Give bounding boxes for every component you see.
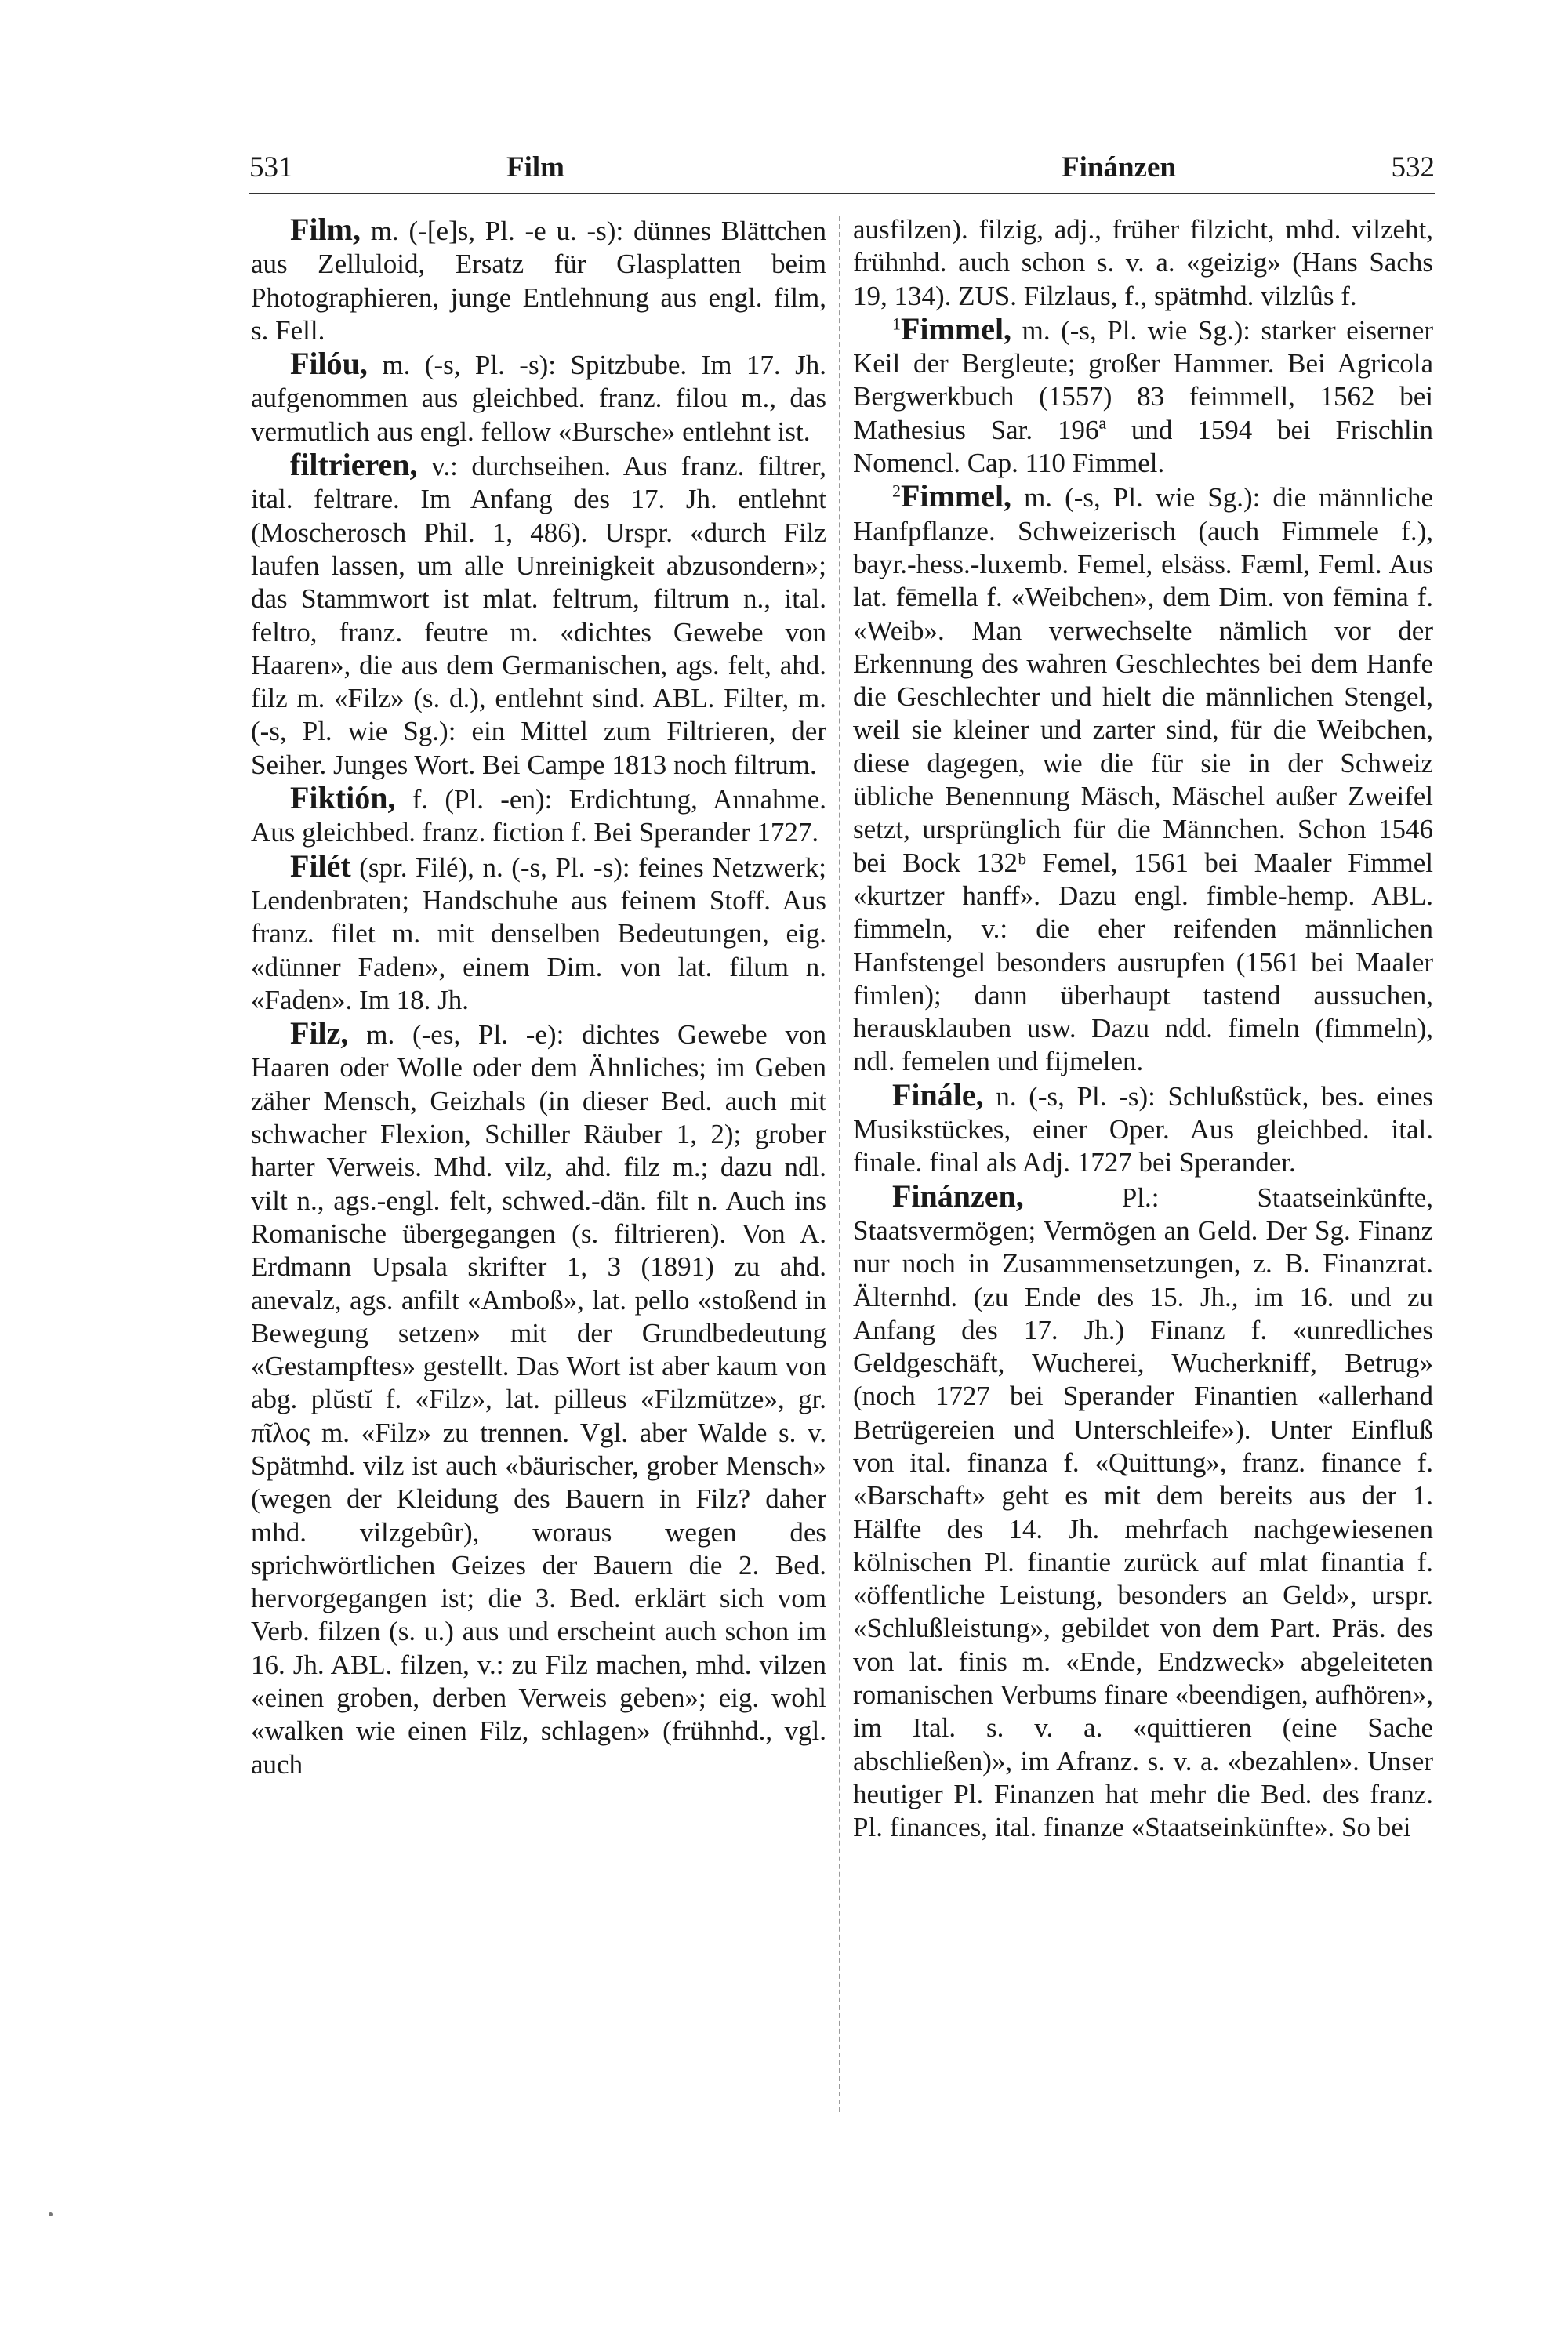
entry-filtrieren: [251, 448, 826, 782]
page-header: [249, 151, 1435, 190]
left-page-number: 531: [249, 151, 293, 183]
headword: Filét: [290, 848, 351, 884]
left-running-head: Film: [506, 151, 564, 183]
headword: filtrieren,: [290, 447, 418, 483]
entry-text: m. (-[e]s, Pl. -e u. -s): dünnes Blättchen aus Zelluloid, Ersatz für Glasplatten beim Photographieren, junge Entlehnung aus engl. film, s. Fell.: [251, 216, 826, 346]
right-column: [853, 213, 1433, 1845]
entry-finale: [853, 1076, 1433, 1180]
left-column: [251, 213, 826, 1781]
headword: Filz,: [290, 1015, 349, 1051]
entry-fiktion: [251, 782, 826, 850]
entry-text: (spr. Filé), n. (-s, Pl. -s): feines Netzwerk; Lendenbraten; Handschuhe aus feinem Stoff. Aus franz. filet m. mit denselben Bedeutungen, eig. «dünner Faden», einem Dim. von lat. filum n. «Faden». Im 18. Jh.: [251, 851, 826, 1015]
entry-text: Pl.: Staatseinkünfte, Staatsvermögen; Vermögen an Geld. Der Sg. Finanz nur noch in Zusammensetzungen, z. B. Finanzrat. Älternhd. (zu Ende des 15. Jh., im 16. und zu Anfang des 17. Jh.) Finanz f. «unredliches Geldgeschäft, Wucherei, Wucherkniff, Betrug» (noch 1727 bei Sperander Finantien «allerhand Betrügereien und Unterschleife»). Unter Einfluß von ital. finanza f. «Quittung», franz. finance f. «Barschaft» geht es mit dem bereits aus der 1. Hälfte des 14. Jh. mehrfach nachgewiesenen kölnischen Pl. finantie zurück auf mlat finantia f. «öffentliche Leistung, besonders an Geld», urspr. «Schlußleistung», gebildet von dem Part. Präs. des von lat. finis m. «Ende, Endzweck» abgeleiteten romanischen Verbums finare «beendigen, aufhören», im Ital. s. v. a. «quittieren (eine Sache abschließen)», im Afranz. s. v. a. «bezahlen». Unser heutiger Pl. Finanzen hat mehr die Bed. des franz. Pl. finances, ital. finanze «Staatseinkünfte». So bei: [853, 1181, 1433, 1843]
entry-text: v.: durchseihen. Aus franz. filtrer, ital. feltrare. Im Anfang des 17. Jh. entlehnt (Moscherosch Phil. 1, 486). Urspr. «durch Filz laufen lassen, um alle Unreinigkeit abzusondern»; das Stammwort ist mlat. feltrum, filtrum n., ital. feltro, franz. feutre m. «dichtes Gewebe von Haaren», die aus dem Germanischen, ags. felt, ahd. filz m. «Filz» (s. d.), entlehnt sind. ABL. Filter, m. (-s, Pl. wie Sg.): ein Mittel zum Filtrieren, der Seiher. Junges Wort. Bei Campe 1813 noch filtrum.: [251, 451, 826, 780]
headword: Finánzen,: [892, 1178, 1024, 1214]
headword: Fimmel,: [901, 310, 1012, 347]
right-running-head: Finánzen: [1062, 151, 1176, 183]
headword: Finále,: [892, 1076, 984, 1112]
column-divider: [839, 216, 840, 2112]
entry-text: m. (-s, Pl. wie Sg.): starker eiserner Keil der Bergleute; großer Hammer. Bei Agricola Bergwerkbuch (1557) 83 feimmell, 1562 bei Mathesius Sar. 196ª und 1594 bei Frischlin Nomencl. Cap. 110 Fimmel.: [853, 314, 1433, 479]
entry-film: [251, 213, 826, 347]
entry-filet: [251, 850, 826, 1017]
entry-filou: [251, 347, 826, 448]
entry-fimmel-2: [853, 480, 1433, 1078]
entry-text: m. (-s, Pl. -s): Spitzbube. Im 17. Jh. aufgenommen aus gleichbed. franz. filou m., das vermutlich aus engl. fellow «Bursche» entlehnt ist.: [251, 350, 826, 447]
homograph-number: 1: [892, 314, 901, 334]
entry-text: m. (-s, Pl. wie Sg.): die männliche Hanfpflanze. Schweizerisch (auch Fimmele f.), bayr.-hess.-luxemb. Femel, elsäss. Fæml, Feml. Aus lat. fēmella f. «Weibchen», dem Dim. von fēmina f. «Weib». Man verwechselte nämlich vor der Erkennung des wahren Geschlechtes bei dem Hanfe die Geschlechter und hielt die männlichen Stengel, weil sie kleiner und zarter sind, für die Weibchen, diese dagegen, wie die für sie in der Schweiz übliche Benennung Mäsch, Mäschel außer Zweifel setzt, ursprünglich für die Männchen. Schon 1546 bei Bock 132ᵇ Femel, 1561 bei Maaler Fimmel «kurtzer hanff». Dazu engl. fimble-hemp. ABL. fimmeln, v.: die eher reifenden männlichen Hanfstengel besonders ausrupfen (1561 bei Maaler fimlen); dann überhaupt tastend aussuchen, herausklauben usw. Dazu ndd. fimeln (fimmeln), ndl. femelen und fijmelen.: [853, 482, 1433, 1077]
entry-filz-continued: [853, 213, 1433, 313]
headword: Fiktión,: [290, 780, 396, 816]
header-rule: [249, 193, 1435, 194]
entry-text: ausfilzen). filzig, adj., früher filzicht, mhd. vilzeht, frühnhd. auch schon s. v. a. «geizig» (Hans Sachs 19, 134). ZUS. Filzlaus, f., spätmhd. vilzlûs f.: [853, 214, 1433, 311]
entry-text: n. (-s, Pl. -s): Schlußstück, bes. eines Musikstückes, einer Oper. Aus gleichbed. ital. finale. final als Adj. 1727 bei Sperander.: [853, 1080, 1433, 1178]
entry-filz: [251, 1017, 826, 1781]
entry-finanzen: [853, 1180, 1433, 1845]
headword: Fimmel,: [901, 478, 1012, 514]
entry-text: f. (Pl. -en): Erdichtung, Annahme. Aus gleichbed. franz. fiction f. Bei Sperander 1727.: [251, 784, 826, 848]
headword: Film,: [290, 212, 361, 247]
right-page-number: 532: [1391, 151, 1435, 183]
entry-text: m. (-es, Pl. -e): dichtes Gewebe von Haaren oder Wolle oder dem Ähnliches; im Geben zäher Mensch, Geizhals (in dieser Bed. auch mit schwacher Flexion, Schiller Räuber 1, 2); grober harter Verweis. Mhd. vilz, ahd. filz m.; dazu ndl. vilt n., ags.-engl. felt, schwed.-dän. filt n. Auch ins Romanische übergegangen (s. filtrieren). Von A. Erdmann Upsala skrifter 1, 3 (1891) zu ahd. anevalz, ags. anfilt «Amboß», lat. pello «stoßend in Bewegung setzen» mit der Grundbedeutung «Gestampftes» gestellt. Das Wort ist aber kaum von abg. plŭstĭ f. «Filz», lat. pilleus «Filzmütze», gr. πῖλος m. «Filz» zu trennen. Vgl. aber Walde s. v. Spätmhd. vilz ist auch «bäurischer, grober Mensch» (wegen der Kleidung des Bauern in Filz? daher mhd. vilzgebûr), woraus wegen des sprichwörtlichen Geizes der Bauern die 2. Bed. hervorgegangen ist; die 3. Bed. erklärt sich vom Verb. filzen (s. u.) aus und erscheint auch schon im 16. Jh. ABL. filzen, v.: zu Filz machen, mhd. vilzen «einen groben, derben Verweis geben»; eig. wohl «walken wie einen Filz, schlagen» (frühnhd., vgl. auch: [251, 1019, 826, 1780]
homograph-number: 2: [892, 481, 901, 501]
headword: Filóu,: [290, 346, 368, 382]
margin-speck: [49, 2212, 53, 2216]
entry-fimmel-1: [853, 310, 1433, 480]
